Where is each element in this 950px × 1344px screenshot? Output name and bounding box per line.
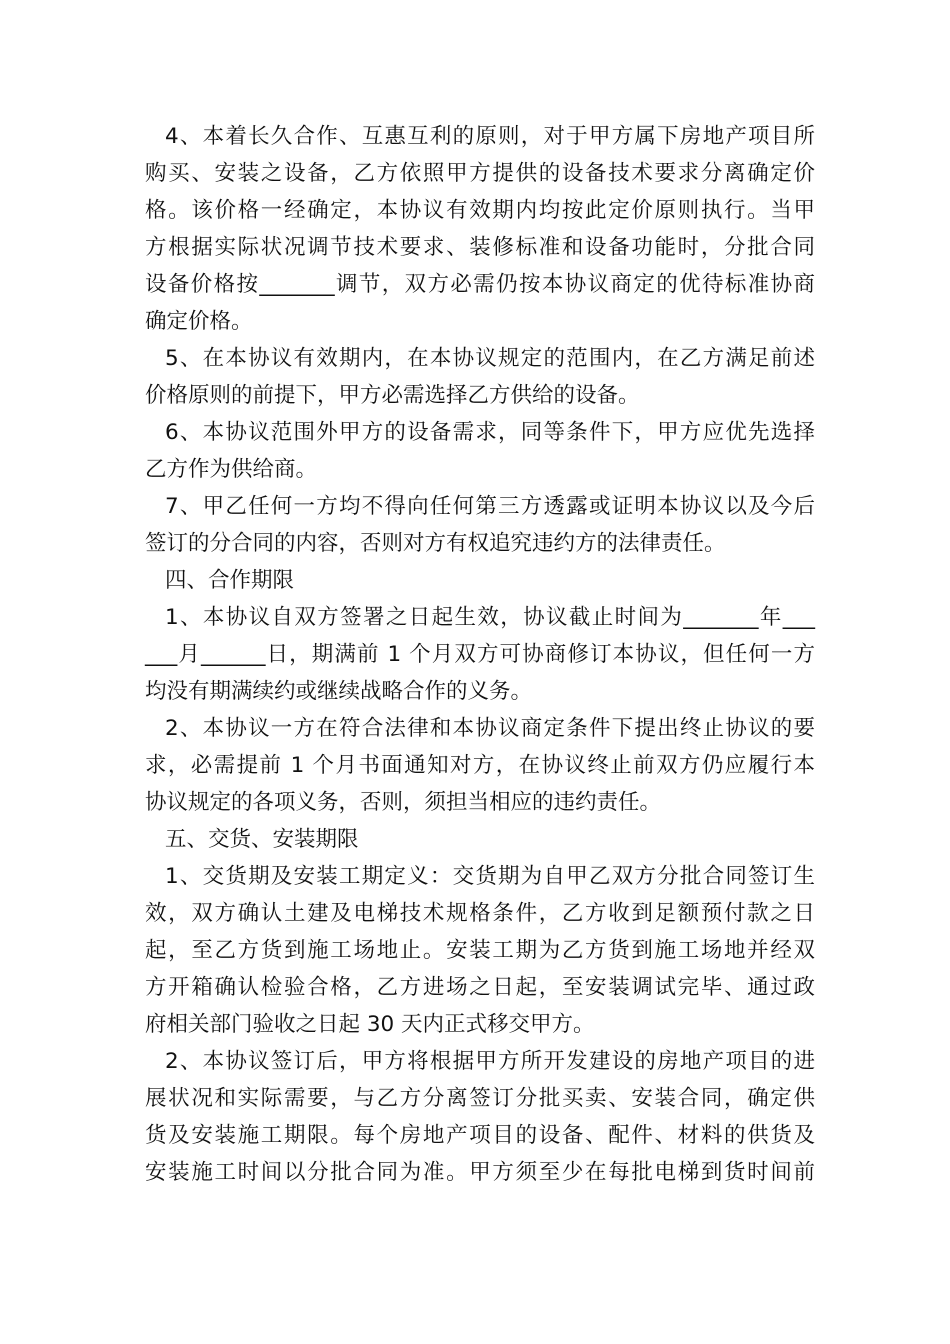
paragraph-line: 展状况和实际需要，与乙方分离签订分批买卖、安装合同，确定供 bbox=[145, 1086, 815, 1111]
paragraph-line: 设备价格按_______调节，双方必需仍按本协议商定的优待标准协商 bbox=[145, 272, 815, 297]
paragraph-line: 求，必需提前 1 个月书面通知对方，在协议终止前双方仍应履行本 bbox=[145, 753, 815, 778]
paragraph-line: 1、交货期及安装工期定义：交货期为自甲乙双方分批合同签订生 bbox=[165, 864, 815, 889]
paragraph-line: 签订的分合同的内容，否则对方有权追究违约方的法律责任。 bbox=[145, 531, 726, 556]
paragraph-line: 起，至乙方货到施工场地止。安装工期为乙方货到施工场地并经双 bbox=[145, 938, 815, 963]
paragraph-line: 7、甲乙任何一方均不得向任何第三方透露或证明本协议以及今后 bbox=[165, 494, 815, 519]
section-heading: 五、交货、安装期限 bbox=[165, 827, 359, 852]
paragraph-line: 效，双方确认土建及电梯技术规格条件，乙方收到足额预付款之日 bbox=[145, 901, 815, 926]
paragraph-line: 均没有期满续约或继续战略合作的义务。 bbox=[145, 679, 533, 704]
paragraph-line: 协议规定的各项义务，否则，须担当相应的违约责任。 bbox=[145, 790, 662, 815]
paragraph-line: 价格原则的前提下，甲方必需选择乙方供给的设备。 bbox=[145, 383, 640, 408]
paragraph-line: 府相关部门验收之日起 30 天内正式移交甲方。 bbox=[145, 1012, 595, 1037]
paragraph-line: 4、本着长久合作、互惠互利的原则，对于甲方属下房地产项目所 bbox=[165, 124, 815, 149]
paragraph-line: 乙方作为供给商。 bbox=[145, 457, 318, 482]
paragraph-line: 6、本协议范围外甲方的设备需求，同等条件下，甲方应优先选择 bbox=[165, 420, 815, 445]
paragraph-line: 5、在本协议有效期内，在本协议规定的范围内，在乙方满足前述 bbox=[165, 346, 815, 371]
paragraph-line: 方根据实际状况调节技术要求、装修标准和设备功能时，分批合同 bbox=[145, 235, 815, 260]
paragraph-line: 购买、安装之设备，乙方依照甲方提供的设备技术要求分离确定价 bbox=[145, 161, 815, 186]
paragraph-line: 格。该价格一经确定，本协议有效期内均按此定价原则执行。当甲 bbox=[145, 198, 815, 223]
paragraph-line: ___月______日，期满前 1 个月双方可协商修订本协议，但任何一方 bbox=[145, 642, 815, 667]
section-heading: 四、合作期限 bbox=[165, 568, 295, 593]
paragraph-line: 确定价格。 bbox=[145, 309, 253, 334]
paragraph-line: 2、本协议签订后，甲方将根据甲方所开发建设的房地产项目的进 bbox=[165, 1049, 815, 1074]
paragraph-line: 货及安装施工期限。每个房地产项目的设备、配件、材料的供货及 bbox=[145, 1123, 815, 1148]
paragraph-line: 1、本协议自双方签署之日起生效，协议截止时间为_______年___ bbox=[165, 605, 815, 630]
paragraph-line: 安装施工时间以分批合同为准。甲方须至少在每批电梯到货时间前 bbox=[145, 1160, 815, 1185]
paragraph-line: 方开箱确认检验合格，乙方进场之日起，至安装调试完毕、通过政 bbox=[145, 975, 815, 1000]
paragraph-line: 2、本协议一方在符合法律和本协议商定条件下提出终止协议的要 bbox=[165, 716, 815, 741]
